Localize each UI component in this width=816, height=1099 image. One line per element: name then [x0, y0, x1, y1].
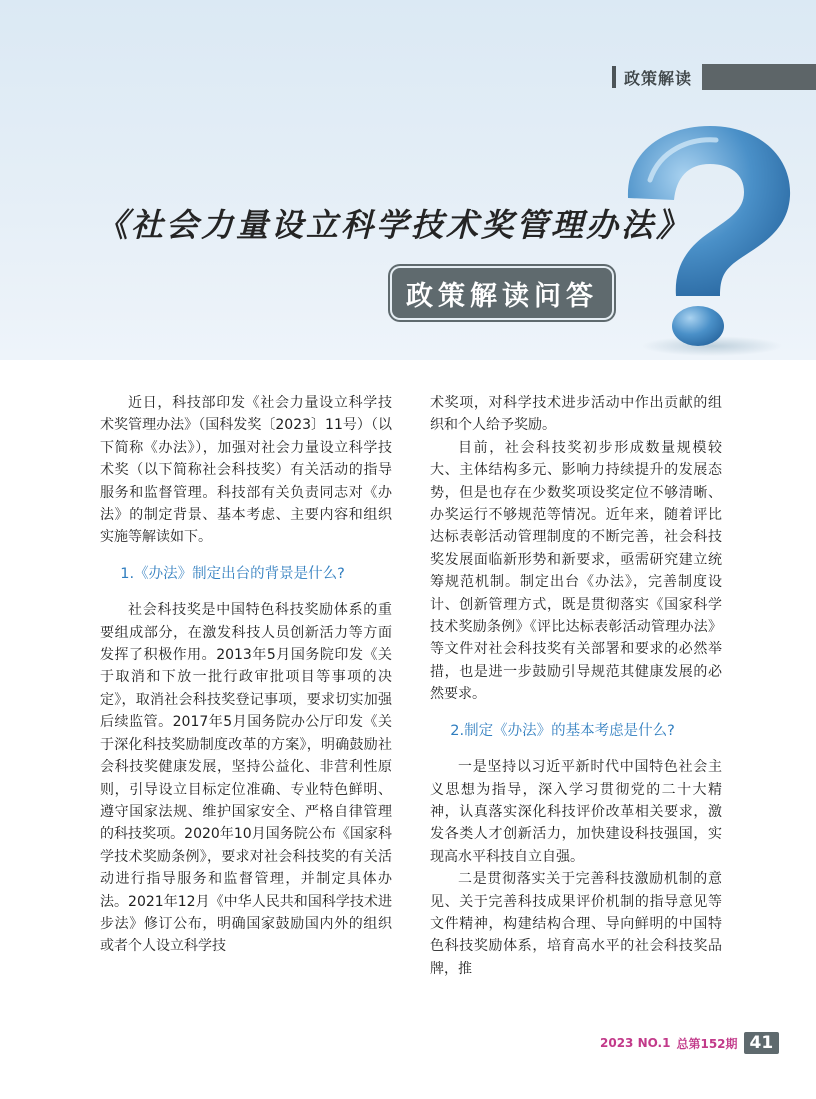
- intro-paragraph: 近日，科技部印发《社会力量设立科学技术奖管理办法》（国科发奖〔2023〕11号）（以下简称《办法》），加强对社会力量设立科学技术奖（以下简称社会科技奖）有关活动的指导服务和监督管理。科技部有关负责同志对《办法》的制定背景、基本考虑、主要内容和组织实施等解读如下。: [100, 395, 392, 546]
- consideration-paragraph-2: 二是贯彻落实关于完善科技激励机制的意见、关于完善科技成果评价机制的指导意见等文件精神，构建结构合理、导向鲜明的中国特色科技奖励体系，培育高水平的社会科技奖品牌，推: [430, 871, 722, 977]
- section-tag: [612, 64, 816, 90]
- subtitle-banner: [392, 268, 612, 318]
- page-footer: [600, 1030, 774, 1056]
- section-tag-label: 政策解读: [624, 68, 693, 88]
- subtitle-text: 政策解读问答: [406, 280, 598, 312]
- status-paragraph: 目前，社会科技奖初步形成数量规模较大、主体结构多元、影响力持续提升的发展态势，但是也存在少数奖项设奖定位不够清晰、办奖运行不够规范等情况。近年来，随着评比达标表彰活动管理制度的不断完善，社会科技奖发展面临新形势和新要求，亟需研究建立统筹规范机制。制定出台《办法》，完善制度设计、创新管理方式，既是贯彻落实《国家科学技术奖励条例》《评比达标表彰活动管理办法》等文件对社会科技奖有关部署和要求的必然举措，也是进一步鼓励引导规范其健康发展的必然要求。: [430, 439, 722, 703]
- issue-number: 2023 NO.1: [600, 1036, 671, 1050]
- page-number: 41: [744, 1032, 780, 1054]
- left-column: [100, 392, 392, 958]
- question-heading-2: 2.制定《办法》的基本考虑是什么?: [450, 722, 675, 739]
- page-title: 《社会力量设立科学技术奖管理办法》: [96, 206, 692, 244]
- section-tag-fill: [702, 64, 816, 90]
- consideration-paragraph-1: 一是坚持以习近平新时代中国特色社会主义思想为指导，深入学习贯彻党的二十大精神，认真落实深化科技评价改革相关要求，激发各类人才创新活力，加快建设科技强国，实现高水平科技自立自强。: [430, 759, 722, 865]
- section-tag-bar: [612, 66, 616, 88]
- total-issue: 总第152期: [676, 1036, 738, 1051]
- background-paragraph: 社会科技奖是中国特色科技奖励体系的重要组成部分，在激发科技人员创新活力等方面发挥了积极作用。2013年5月国务院印发《关于取消和下放一批行政审批项目等事项的决定》，取消社会科技奖登记事项，要求切实加强后续监管。2017年5月国务院办公厅印发《关于深化科技奖励制度改革的方案》，明确鼓励社会科技奖健康发展，坚持公益化、非营利性原则，引导设立目标定位准确、专业特色鲜明、遵守国家法规、维护国家安全、严格自律管理的科技奖项。2020年10月国务院公布《国家科学技术奖励条例》，要求对社会科技奖的有关活动进行指导服务和监督管理，并制定具体办法。2021年12月《中华人民共和国科学技术进步法》修订公布，明确国家鼓励国内外的组织或者个人设立科学技: [100, 602, 392, 955]
- continued-paragraph: 术奖项，对科学技术进步活动中作出贡献的组织和个人给予奖励。: [430, 395, 722, 434]
- right-column: [430, 392, 722, 980]
- question-heading-1: 1.《办法》制定出台的背景是什么?: [120, 565, 345, 582]
